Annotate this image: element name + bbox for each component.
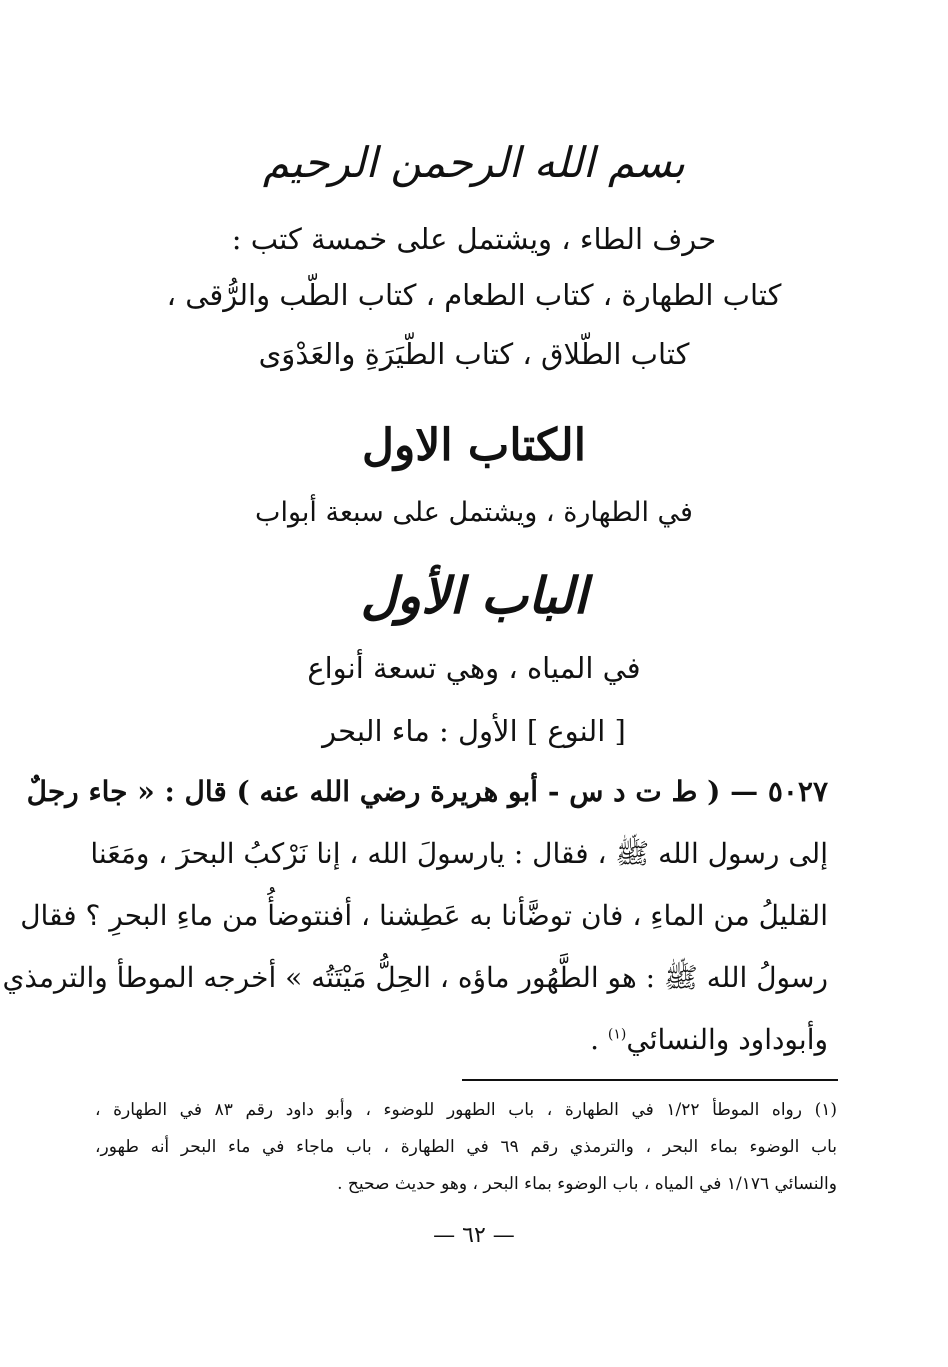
footnote-line-1: (١) رواه الموطأ ١/٢٢ في الطهارة ، باب الطهور للوضوء ، وأبو داود رقم ٨٣ في الطهارة ، [95,1100,837,1120]
page-number: — ٦٢ — [433,1223,515,1248]
hadith-line-4: رسولُ الله ﷺ : هو الطَّهُور ماؤه ، الحِلُّ مَيْتَتُه » أخرجه الموطأ والترمذي [2,961,828,994]
chapter-subtitle: في المياه ، وهي تسعة أنواع [307,651,641,685]
chapter-title: الباب الأول [360,566,588,625]
book-title: الكتاب الاول [362,420,586,471]
hadith-line-5 [95,1023,828,1056]
basmala-heading: بسم الله الرحمن الرحيم [262,138,686,187]
intro-line-3: كتاب الطّلاق ، كتاب الطّيَرَةِ والعَدْوَى [258,337,690,371]
intro-line-1: حرف الطاء ، ويشتمل على خمسة كتب : [231,222,717,256]
hadith-number: ٥٠٢٧ — [730,775,828,808]
hadith-line-2: إلى رسول الله ﷺ ، فقال : يارسولَ الله ، إنا نَرْكبُ البحرَ ، ومَعَنا [90,837,828,870]
footnote-line-3: والنسائي ١/١٧٦ في المياه ، باب الوضوء بماء البحر ، وهو حديث صحيح . [337,1174,837,1194]
hadith-end-mark: . [590,1023,608,1056]
footnote-reference: (١) [607,1026,627,1043]
footnote-line-2: باب الوضوء بماء البحر ، والترمذي رقم ٦٩ في الطهارة ، باب ماجاء في ماء البحر أنه طهور، [95,1137,837,1157]
intro-line-2: كتاب الطهارة ، كتاب الطعام ، كتاب الطّب والرُّقى ، [166,278,782,312]
hadith-line-5-text: وأبوداود والنسائي [626,1023,828,1056]
book-subtitle: في الطهارة ، ويشتمل على سبعة أبواب [255,497,693,528]
hadith-line-1 [26,775,828,808]
hadith-line-3: القليلُ من الماءِ ، فان توضَّأنا به عَطِشنا ، أفنتوضأُ من ماءِ البحرِ ؟ فقال [20,899,828,932]
hadith-line-1-text: ( ط ت د س - أبو هريرة رضي الله عنه ) قال : « جاء رجلٌ [26,775,721,808]
footnote-divider [462,1079,838,1081]
type-heading: [ النوع ] الأول : ماء البحر [322,714,626,748]
